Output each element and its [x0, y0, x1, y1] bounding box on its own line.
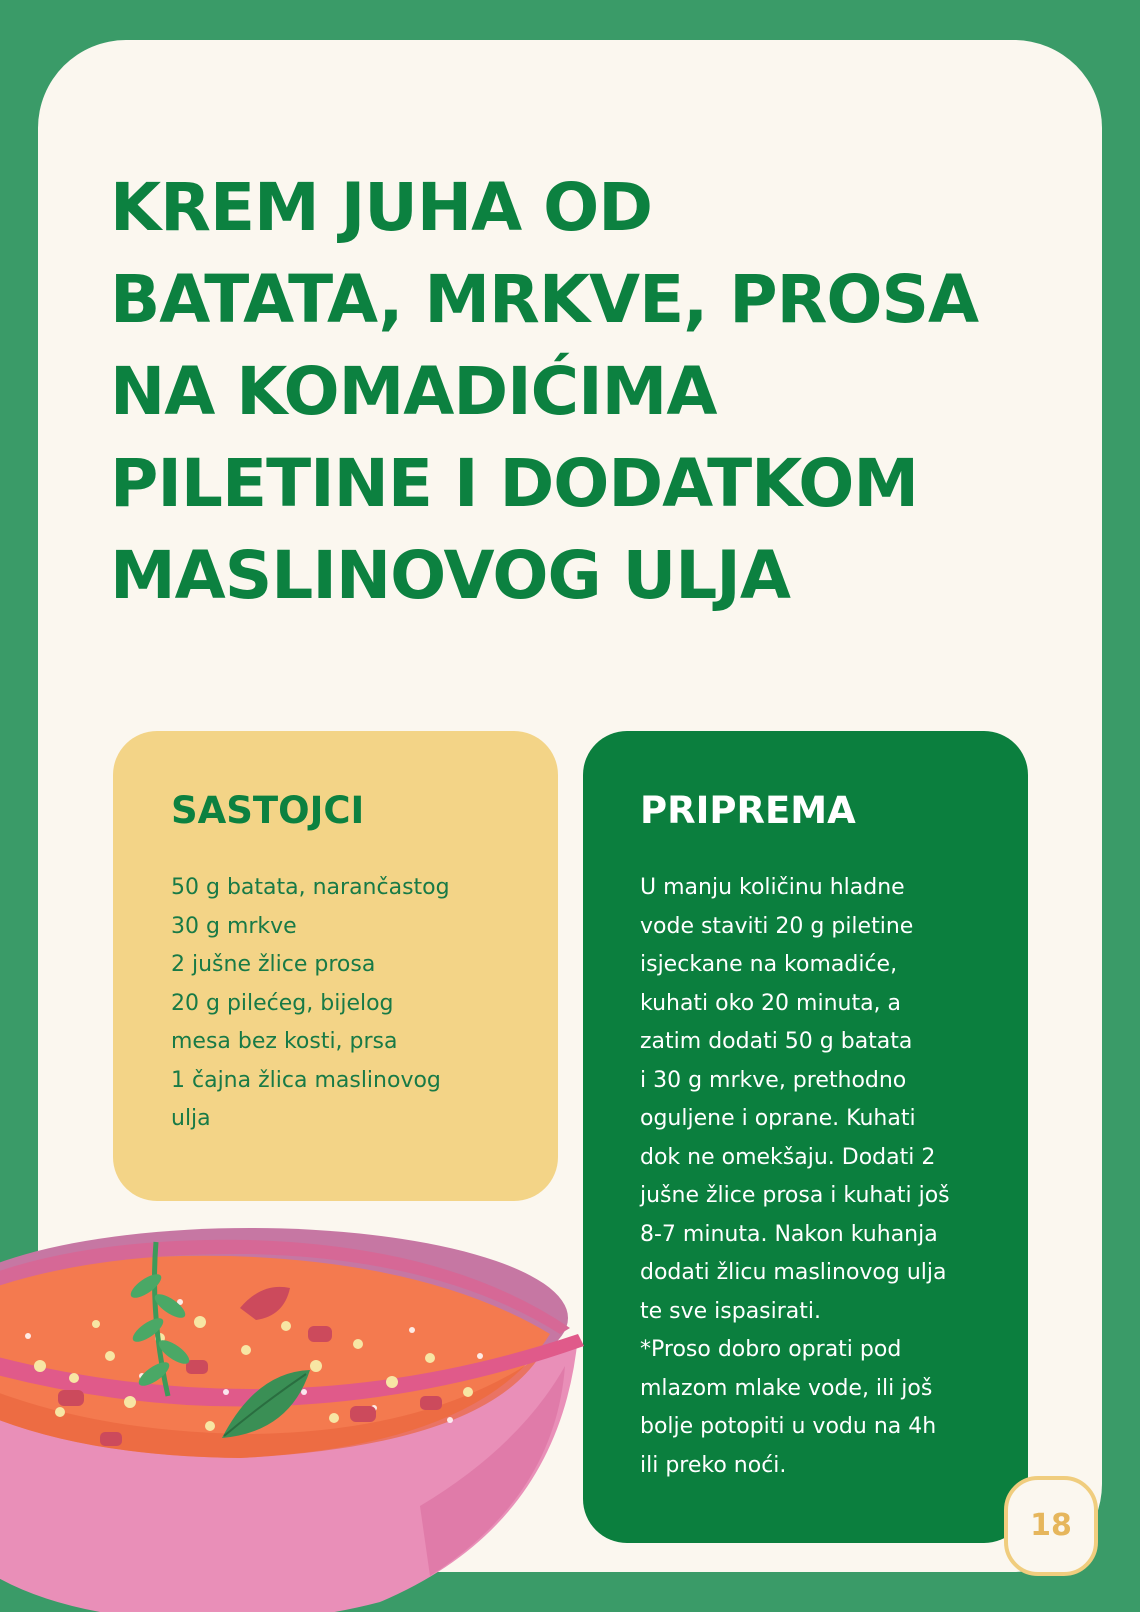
preparation-line: U manju količinu hladne: [640, 875, 905, 900]
preparation-heading: PRIPREMA: [640, 789, 856, 832]
recipe-title-line: NA KOMADIĆIMA: [110, 353, 717, 430]
preparation-line: isjeckane na komadiće,: [640, 952, 898, 977]
preparation-card: [583, 731, 1028, 1543]
ingredients-card: [113, 731, 558, 1201]
ingredient-item: mesa bez kosti, prsa: [171, 1029, 398, 1054]
recipe-title-line: PILETINE I DODATKOM: [110, 445, 919, 522]
preparation-line: zatim dodati 50 g batata: [640, 1029, 913, 1054]
preparation-line: te sve ispasirati.: [640, 1298, 822, 1324]
recipe-title-line: MASLINOVOG ULJA: [110, 537, 790, 614]
recipe-title: [110, 162, 990, 622]
ingredient-item: 2 jušne žlice prosa: [171, 952, 376, 977]
preparation-line: 8-7 minuta. Nakon kuhanja: [640, 1221, 938, 1247]
preparation-line: ili preko noći.: [640, 1452, 787, 1478]
preparation-line: oguljene i oprane. Kuhati: [640, 1106, 916, 1131]
page-number: 18: [1004, 1476, 1098, 1576]
preparation-line: vode staviti 20 g piletine: [640, 913, 914, 939]
preparation-line: i 30 g mrkve, prethodno: [640, 1067, 907, 1093]
ingredient-item: 20 g pilećeg, bijelog: [171, 990, 394, 1016]
ingredient-item: 1 čajna žlica maslinovog: [171, 1067, 441, 1093]
preparation-line: jušne žlice prosa i kuhati još: [640, 1183, 950, 1208]
preparation-line: dodati žlicu maslinovog ulja: [640, 1260, 947, 1285]
ingredient-item: 50 g batata, narančastog: [171, 875, 450, 900]
recipe-title-line: KREM JUHA OD: [110, 169, 653, 246]
preparation-line: mlazom mlake vode, ili još: [640, 1375, 933, 1401]
ingredients-list: [171, 869, 500, 1139]
preparation-line: *Proso dobro oprati pod: [640, 1337, 902, 1362]
preparation-line: bolje potopiti u vodu na 4h: [640, 1414, 937, 1439]
ingredient-item: ulja: [171, 1106, 211, 1131]
preparation-text: [640, 869, 972, 1485]
ingredients-heading: SASTOJCI: [171, 789, 365, 832]
preparation-line: kuhati oko 20 minuta, a: [640, 990, 902, 1016]
recipe-title-line: BATATA, MRKVE, PROSA: [110, 261, 979, 338]
preparation-line: dok ne omekšaju. Dodati 2: [640, 1144, 936, 1170]
ingredient-item: 30 g mrkve: [171, 913, 297, 939]
soup-bowl-icon: [0, 1206, 600, 1612]
